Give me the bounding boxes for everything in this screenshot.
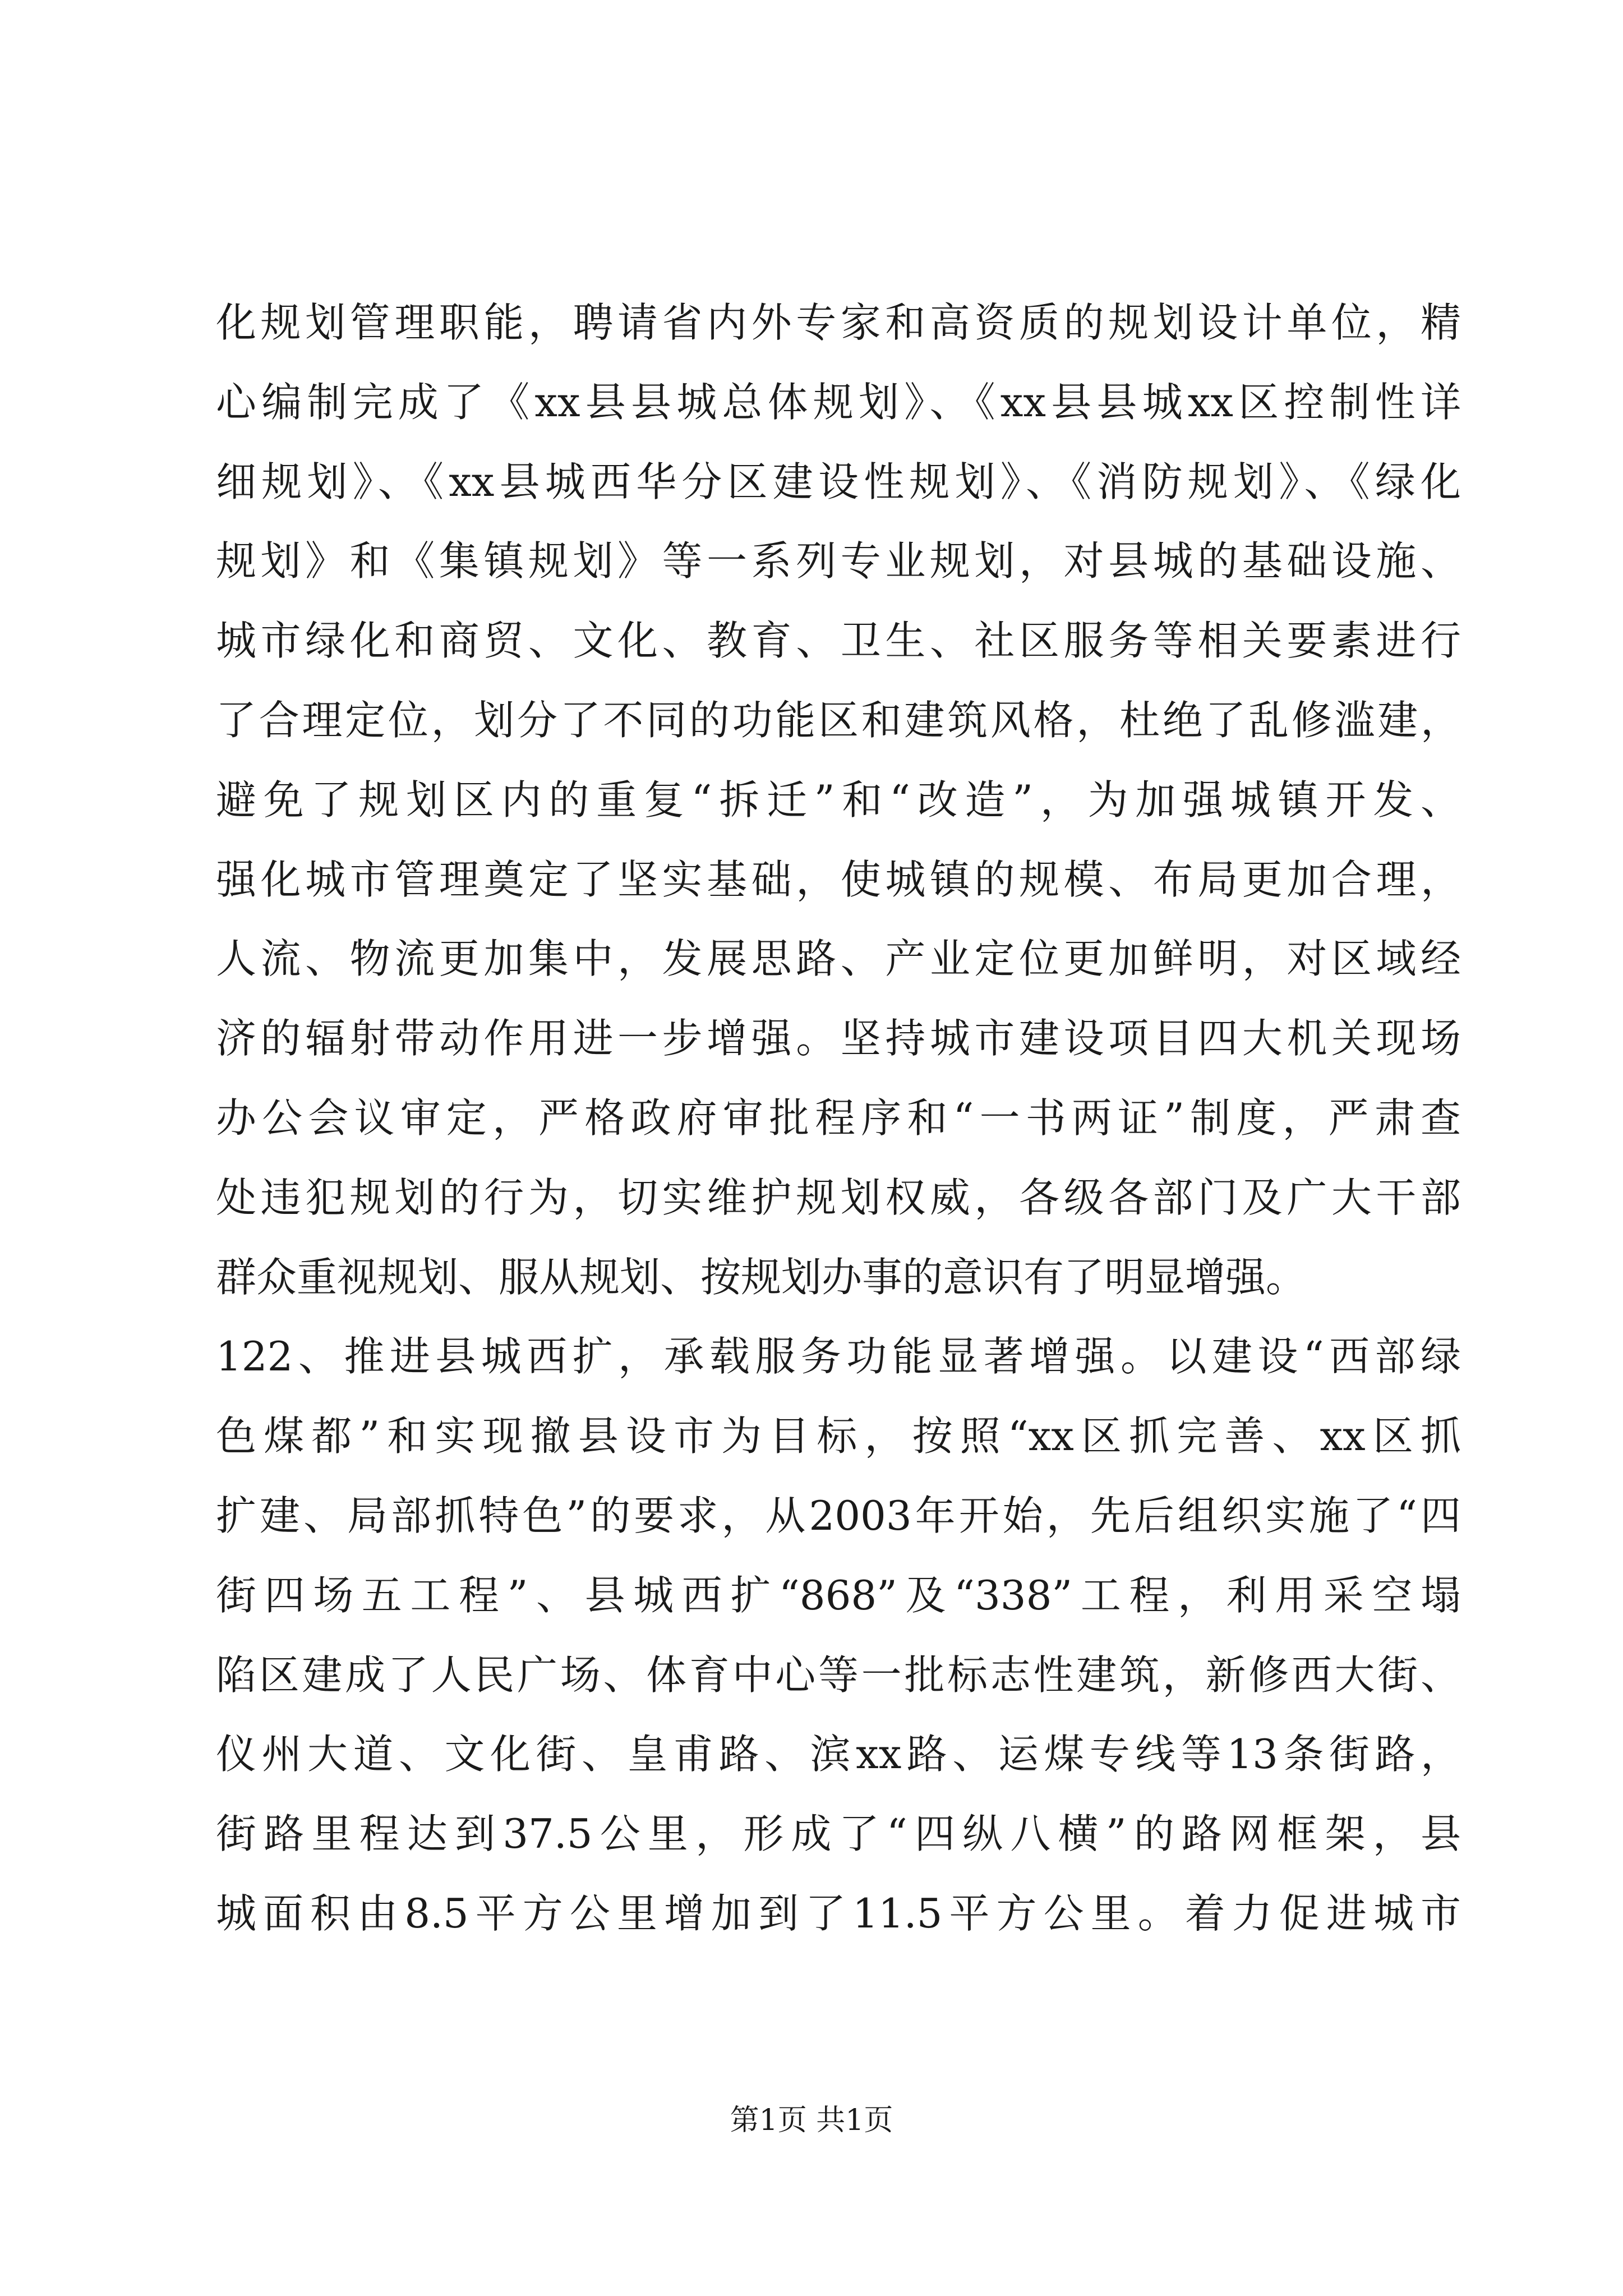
text-line: 色煤都”和实现撤县设市为目标，按照“xx区抓完善、xx区抓	[216, 1412, 1461, 1460]
text-line: 了合理定位，划分了不同的功能区和建筑风格，杜绝了乱修滥建，	[216, 696, 1461, 744]
text-line: 仪州大道、文化街、皇甫路、滨xx路、运煤专线等13条街路，	[216, 1731, 1461, 1778]
page-footer: 第1页 共1页	[730, 2104, 893, 2137]
body-text	[216, 283, 1461, 1954]
text-line: 城面积由8.5平方公里增加到了11.5平方公里。着力促进城市	[216, 1889, 1461, 1937]
text-line: 人流、物流更加集中，发展思路、产业定位更加鲜明，对区域经	[216, 935, 1461, 983]
text-line: 济的辐射带动作用进一步增强。坚持城市建设项目四大机关现场	[216, 1015, 1461, 1062]
text-line: 扩建、局部抓特色”的要求，从2003年开始，先后组织实施了“四	[216, 1492, 1461, 1539]
text-line: 群众重视规划、服从规划、按规划办事的意识有了明显增强。	[216, 1253, 1307, 1301]
text-line: 规划》和《集镇规划》等一系列专业规划，对县城的基础设施、	[216, 537, 1461, 585]
text-line: 强化城市管理奠定了坚实基础，使城镇的规模、布局更加合理，	[216, 855, 1461, 903]
text-line: 化规划管理职能，聘请省内外专家和高资质的规划设计单位，精	[216, 299, 1461, 346]
text-line: 122、推进县城西扩，承载服务功能显著增强。以建设“西部绿	[216, 1333, 1461, 1381]
text-line: 避免了规划区内的重复“拆迁”和“改造”，为加强城镇开发、	[216, 776, 1461, 823]
text-line: 细规划》、《xx县城西华分区建设性规划》、《消防规划》、《绿化	[216, 458, 1461, 505]
text-line: 陷区建成了人民广场、体育中心等一批标志性建筑，新修西大街、	[216, 1651, 1461, 1699]
text-line: 街四场五工程”、县城西扩“868”及“338”工程，利用采空塌	[216, 1571, 1461, 1619]
text-line: 街路里程达到37.5公里，形成了“四纵八横”的路网框架，县	[216, 1810, 1461, 1858]
text-line: 城市绿化和商贸、文化、教育、卫生、社区服务等相关要素进行	[216, 617, 1461, 665]
text-line: 办公会议审定，严格政府审批程序和“一书两证”制度，严肃查	[216, 1094, 1461, 1142]
text-line: 处违犯规划的行为，切实维护规划权威，各级各部门及广大干部	[216, 1174, 1461, 1221]
text-line: 心编制完成了《xx县县城总体规划》、《xx县县城xx区控制性详	[216, 378, 1461, 426]
